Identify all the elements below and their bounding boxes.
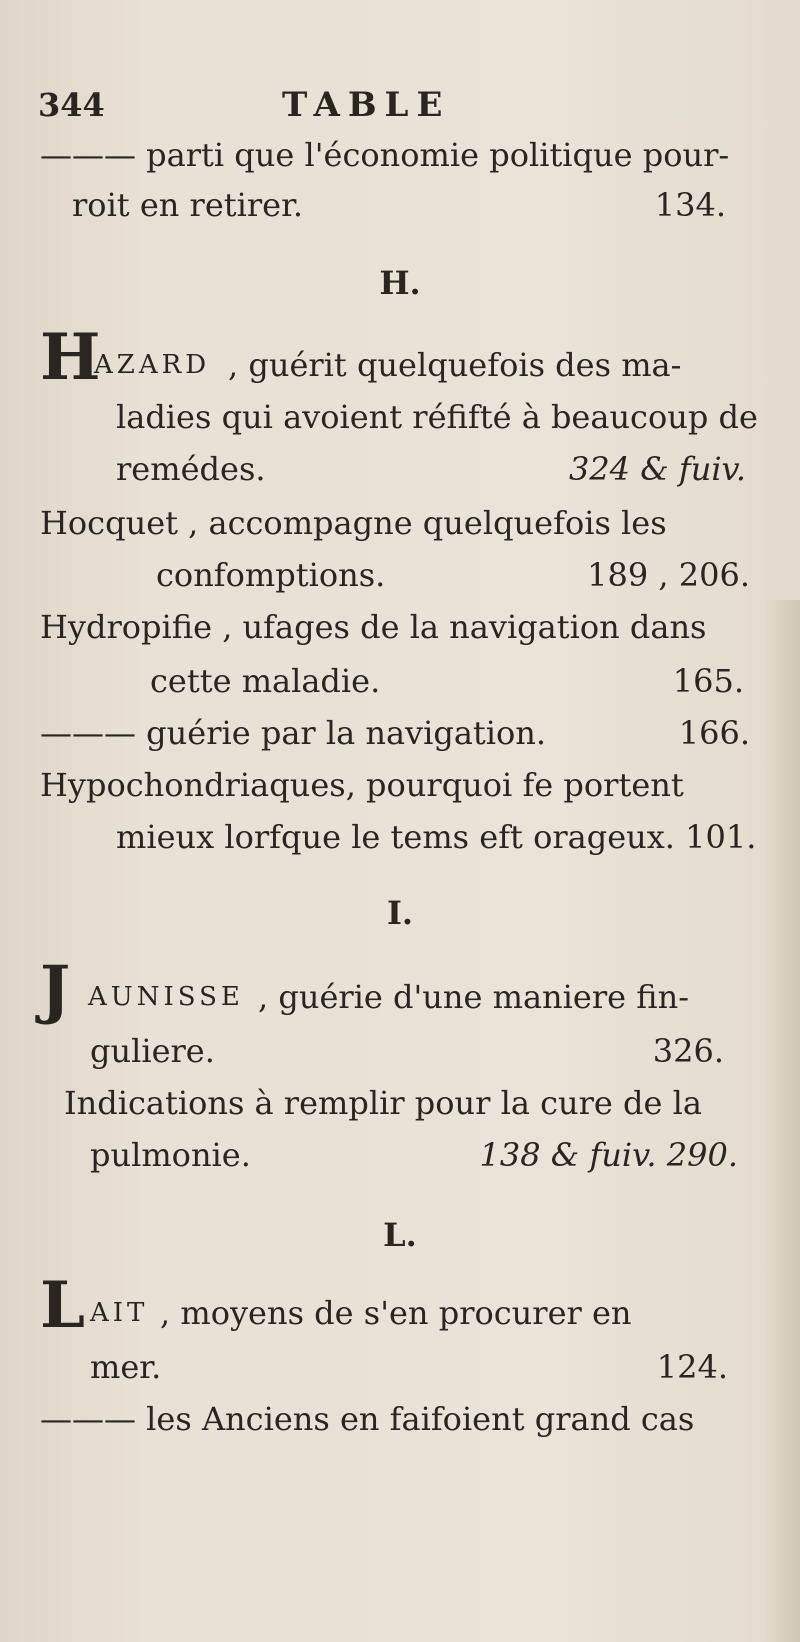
running-title: TABLE <box>282 85 451 125</box>
index-line <box>0 1078 800 1128</box>
entry-smallcaps: AZARD <box>94 350 211 380</box>
index-line <box>0 1268 800 1343</box>
entry-text: Indications à remplir pour la cure de la <box>64 1084 702 1122</box>
entry-text: ——— guérie par la navigation. <box>40 714 547 752</box>
page-reference: 166. <box>678 714 750 752</box>
entry-text: remédes. <box>116 450 266 488</box>
entry-text: roit en retirer. <box>72 186 304 224</box>
page-reference: 134. <box>654 186 726 224</box>
entry-text: ladies qui avoient réfifté à beaucoup de <box>116 398 758 436</box>
page-reference: 324 & fuiv. <box>568 450 746 488</box>
drop-capital: H <box>40 320 101 395</box>
page-reference: 165. <box>672 662 744 700</box>
section-letter: I. <box>386 894 414 932</box>
entry-text: pulmonie. <box>90 1136 251 1174</box>
entry-text: Hypochondriaques, pourquoi fe portent <box>40 766 684 804</box>
index-line <box>0 498 800 548</box>
page-reference: 124. <box>656 1348 728 1386</box>
entry-text: ——— les Anciens en faifoient grand cas <box>40 1400 695 1438</box>
index-line <box>0 708 800 758</box>
entry-text: , moyens de s'en procurer en <box>160 1294 632 1332</box>
index-line <box>0 130 800 180</box>
entry-text: , guérit quelquefois des ma- <box>228 346 682 384</box>
entry-text: mer. <box>90 1348 162 1386</box>
index-line <box>0 444 800 494</box>
entry-text: confomptions. <box>156 556 386 594</box>
index-line <box>0 1342 800 1392</box>
page-reference: 189 , 206. <box>587 556 750 594</box>
index-line <box>0 180 800 230</box>
page-header <box>0 80 800 130</box>
index-line <box>0 1130 800 1180</box>
index-line <box>0 602 800 652</box>
index-line <box>0 952 800 1027</box>
index-line <box>0 320 800 395</box>
index-line <box>0 392 800 442</box>
index-line <box>0 550 800 600</box>
entry-smallcaps: AIT <box>90 1298 149 1328</box>
page-reference: 326. <box>652 1032 724 1070</box>
entry-text: guliere. <box>90 1032 215 1070</box>
index-line <box>0 1394 800 1444</box>
page-number: 344 <box>38 86 105 124</box>
section-letter: L. <box>383 1216 417 1254</box>
index-line <box>0 812 800 862</box>
index-line <box>0 1026 800 1076</box>
entry-text: cette maladie. <box>150 662 381 700</box>
entry-text: , guérie d'une maniere fin- <box>258 978 689 1016</box>
index-line <box>0 760 800 810</box>
entry-text: mieux lorfque le tems eft orageux. 101. <box>116 818 757 856</box>
drop-capital: L <box>40 1268 85 1343</box>
entry-text: ——— parti que l'économie politique pour- <box>40 136 730 174</box>
drop-capital: J <box>40 952 71 1027</box>
entry-smallcaps: AUNISSE <box>88 982 244 1012</box>
entry-text: Hocquet , accompagne quelquefois les <box>40 504 667 542</box>
page-reference: 138 & fuiv. 290. <box>479 1136 738 1174</box>
index-line <box>0 656 800 706</box>
entry-text: Hydropifie , ufages de la navigation dans <box>40 608 707 646</box>
section-letter: H. <box>379 264 421 302</box>
